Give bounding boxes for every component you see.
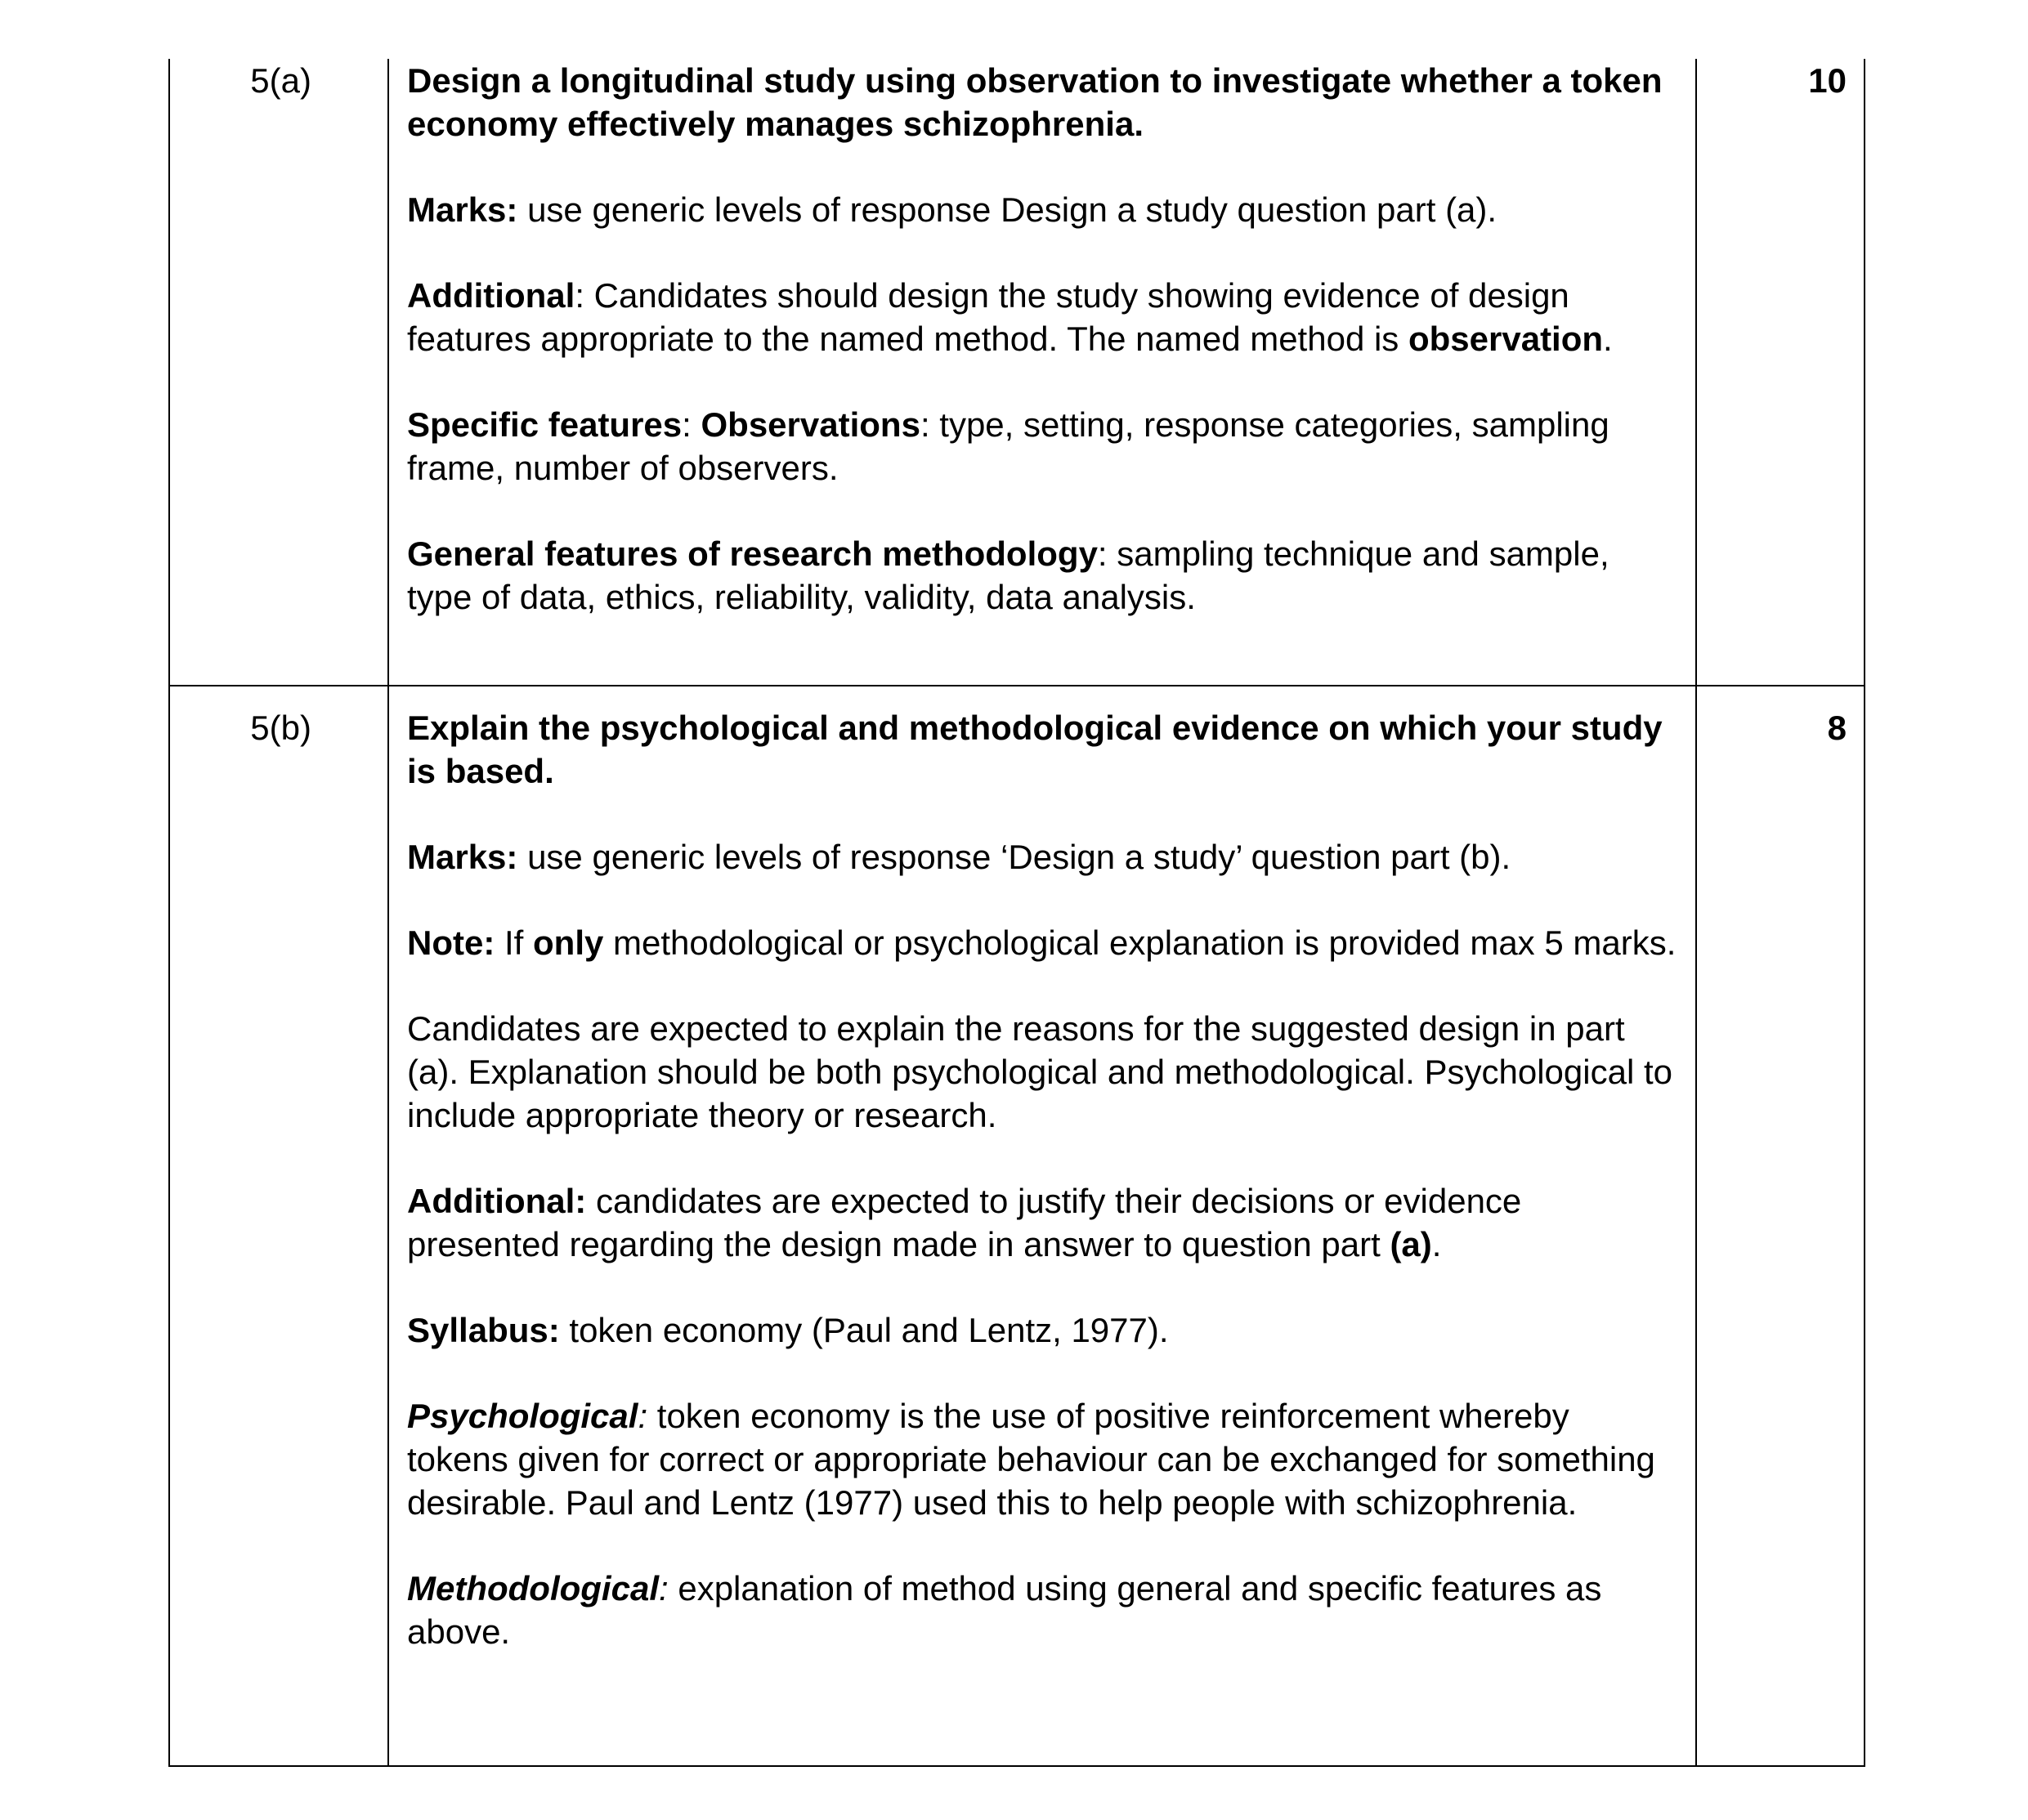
table-row-5b <box>169 686 1865 1766</box>
syllabus-text: token economy (Paul and Lentz, 1977). <box>559 1311 1169 1349</box>
additional-label: Additional <box>407 276 575 315</box>
additional-text: candidates are expected to justify their decisions or evidence presented regarding the design made in answer to question part <box>407 1182 1522 1263</box>
marks-cell <box>1696 59 1865 686</box>
additional-text: : Candidates should design the study showing evidence of design features appropriate to the named method. The named method is <box>407 276 1569 358</box>
psychological-text: token economy is the use of positive reinforcement whereby tokens given for correct or appropriate behaviour can be exchanged for something desirable. Paul and Lentz (1977) used this to help people with schizophrenia. <box>407 1397 1655 1522</box>
additional-end: . <box>1431 1225 1442 1263</box>
table-row-5a <box>169 59 1865 686</box>
additional-end: . <box>1603 320 1613 358</box>
methodological-guidance <box>407 1567 1677 1653</box>
general-features-text: : sampling technique and sample, type of data, ethics, reliability, validity, data analysis. <box>407 534 1609 616</box>
question-number: 5(b) <box>250 709 311 747</box>
marks-guidance <box>407 188 1677 231</box>
note-guidance <box>407 921 1677 964</box>
named-method: observation <box>1408 320 1604 358</box>
additional-part: (a) <box>1390 1225 1432 1263</box>
additional-guidance <box>407 274 1677 360</box>
question-number-cell <box>169 59 388 686</box>
methodological-colon: : <box>659 1569 669 1608</box>
answer-cell <box>388 59 1696 686</box>
answer-cell <box>388 686 1696 1766</box>
note-only: only <box>533 923 604 962</box>
general-features-label: General features of research methodology <box>407 534 1098 573</box>
question-number-cell <box>169 686 388 1766</box>
additional-guidance <box>407 1179 1677 1266</box>
marks-text: use generic levels of response Design a study question part (a). <box>517 190 1497 229</box>
specific-features-label: Specific features <box>407 405 683 444</box>
methodological-label: Methodological <box>407 1569 659 1608</box>
marks-guidance <box>407 835 1677 879</box>
note-text: methodological or psychological explanation is provided max 5 marks. <box>603 923 1677 962</box>
marks-value: 8 <box>1827 709 1847 747</box>
question-prompt: Explain the psychological and methodological evidence on which your study is based. <box>407 709 1663 790</box>
psychological-guidance <box>407 1394 1677 1524</box>
marks-label: Marks: <box>407 838 518 876</box>
specific-features <box>407 403 1677 490</box>
expectation-text: Candidates are expected to explain the reasons for the suggested design in part (a). Explanation should be both psychological and methodological. Psychological to include appropriate theory or research. <box>407 1009 1672 1134</box>
specific-features-sep: : <box>682 405 701 444</box>
syllabus-label: Syllabus: <box>407 1311 560 1349</box>
psychological-colon: : <box>638 1397 648 1435</box>
marks-label: Marks: <box>407 190 518 229</box>
methodological-text: explanation of method using general and specific features as above. <box>407 1569 1602 1651</box>
question-prompt: Design a longitudinal study using observation to investigate whether a token economy effectively manages schizophrenia. <box>407 61 1663 143</box>
marks-text: use generic levels of response ‘Design a study’ question part (b). <box>517 838 1511 876</box>
psychological-label: Psychological <box>407 1397 638 1435</box>
syllabus-guidance <box>407 1308 1677 1352</box>
observations-label: Observations <box>701 405 920 444</box>
marks-cell <box>1696 686 1865 1766</box>
mark-scheme-table <box>168 59 1865 1767</box>
note-label: Note: <box>407 923 495 962</box>
question-number: 5(a) <box>250 61 311 100</box>
marks-value: 10 <box>1808 61 1847 100</box>
note-pre: If <box>495 923 534 962</box>
specific-features-text: : type, setting, response categories, sampling frame, number of observers. <box>407 405 1609 487</box>
general-features <box>407 532 1677 619</box>
additional-label: Additional: <box>407 1182 587 1220</box>
